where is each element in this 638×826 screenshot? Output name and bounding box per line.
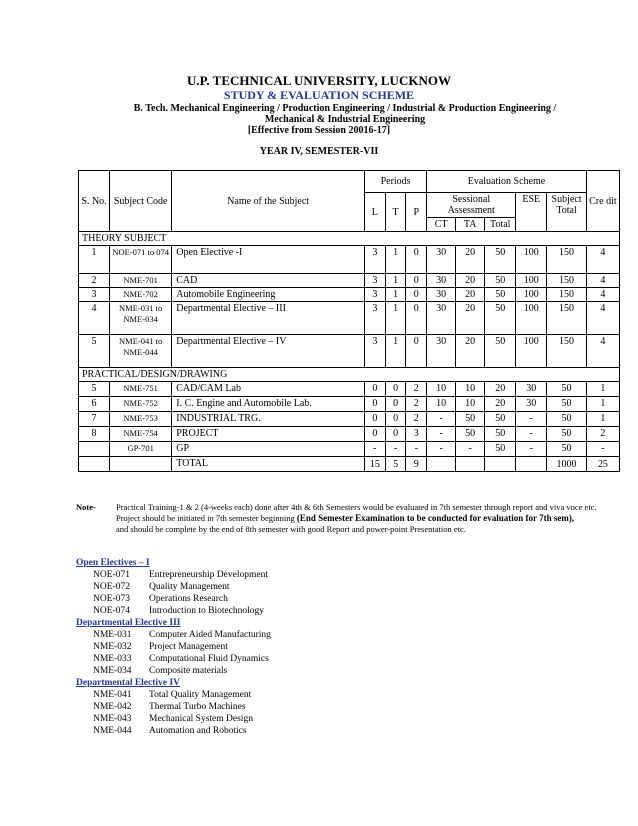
total-label-cell: TOTAL — [172, 457, 365, 472]
subject-total-cell: 150 — [547, 335, 586, 368]
elective-code: NME-044 — [93, 726, 132, 736]
ct-cell: 10 — [427, 397, 456, 412]
header-ese: ESE — [516, 193, 547, 232]
t-cell: 1 — [385, 335, 406, 368]
t-cell: 0 — [385, 382, 406, 397]
l-cell: 0 — [364, 412, 385, 427]
year-semester: YEAR IV, SEMESTER-VII — [259, 146, 379, 157]
empty-cell — [427, 457, 456, 472]
header-sno: S. No. — [79, 171, 110, 232]
list-item — [76, 593, 271, 605]
elective-code: NOE-071 — [93, 570, 130, 580]
sessional-total-cell: 50 — [485, 274, 516, 288]
credit-cell: 1 — [586, 397, 619, 412]
subject-total-cell: 150 — [547, 302, 586, 335]
code-cell: NOE-071 to 074 — [110, 246, 172, 274]
code-cell: NME-752 — [110, 397, 172, 412]
elective-name: Thermal Turbo Machines — [149, 702, 246, 712]
table-row — [79, 288, 620, 302]
elective-name: Total Quality Management — [149, 690, 252, 700]
total-row — [79, 457, 620, 472]
header-sessional: Sessional Assessment — [427, 193, 516, 218]
list-item — [76, 569, 271, 581]
ese-cell: - — [516, 442, 547, 457]
elective-group-title: Departmental Elective IV — [76, 678, 180, 688]
ct-cell: 30 — [427, 274, 456, 288]
table-row — [79, 397, 620, 412]
scheme-title: STUDY & EVALUATION SCHEME — [223, 88, 415, 102]
section-theory: THEORY SUBJECT — [79, 232, 620, 246]
p-cell: 0 — [406, 288, 427, 302]
subject-name-cell: GP — [172, 442, 365, 457]
ct-cell: 30 — [427, 302, 456, 335]
subject-total-cell: 50 — [547, 412, 586, 427]
list-item — [76, 581, 271, 593]
ct-cell: - — [427, 427, 456, 442]
t-cell: 1 — [385, 302, 406, 335]
ct-cell: 30 — [427, 335, 456, 368]
l-cell: 3 — [364, 246, 385, 274]
header-credit: Cre dit — [586, 171, 619, 232]
total-credit-cell: 25 — [586, 457, 619, 472]
p-cell: 3 — [406, 427, 427, 442]
subject-name-cell: Departmental Elective – III — [172, 302, 365, 335]
evaluation-table — [78, 170, 620, 472]
sessional-total-cell: 20 — [485, 382, 516, 397]
note-label: Note- — [76, 502, 96, 512]
table-row — [79, 412, 620, 427]
elective-lists — [76, 557, 271, 737]
subject-name-cell: CAD/CAM Lab — [172, 382, 365, 397]
t-cell: 0 — [385, 412, 406, 427]
l-cell: 0 — [364, 382, 385, 397]
elective-code: NME-042 — [93, 702, 132, 712]
ta-cell: 20 — [456, 302, 485, 335]
sno-cell: 5 — [79, 382, 110, 397]
list-item — [76, 701, 271, 713]
subject-name-cell: I. C. Engine and Automobile Lab. — [172, 397, 365, 412]
elective-name: Introduction to Biotechnology — [149, 606, 265, 616]
ese-cell: 30 — [516, 382, 547, 397]
ese-cell: 100 — [516, 302, 547, 335]
code-cell: NME-754 — [110, 427, 172, 442]
header-l: L — [364, 193, 385, 232]
credit-cell: 4 — [586, 288, 619, 302]
p-cell: - — [406, 442, 427, 457]
ct-cell: - — [427, 442, 456, 457]
ese-cell: 30 — [516, 397, 547, 412]
credit-cell: 1 — [586, 382, 619, 397]
credit-cell: 4 — [586, 302, 619, 335]
p-cell: 0 — [406, 302, 427, 335]
sessional-total-cell: 50 — [485, 288, 516, 302]
total-t-cell: 5 — [385, 457, 406, 472]
table-row — [79, 427, 620, 442]
sno-cell — [79, 442, 110, 457]
ta-cell: 10 — [456, 397, 485, 412]
empty-cell — [485, 457, 516, 472]
list-item — [76, 641, 271, 653]
code-cell: NME-753 — [110, 412, 172, 427]
ta-cell: 50 — [456, 427, 485, 442]
code-cell: NME-701 — [110, 274, 172, 288]
ta-cell: 50 — [456, 412, 485, 427]
empty-cell — [79, 457, 110, 472]
p-cell: 2 — [406, 382, 427, 397]
note-line-1: Practical Training-1 & 2 (4-weeks each) done after 4th & 6th Semesters would be evaluated in 7th semester through report and viva voce etc. — [116, 502, 597, 512]
empty-cell — [516, 457, 547, 472]
elective-group-title: Departmental Elective III — [76, 618, 181, 628]
ct-cell: 30 — [427, 288, 456, 302]
elective-code: NME-043 — [93, 714, 132, 724]
total-l-cell: 15 — [364, 457, 385, 472]
note-line-2-text: Project should be initiated in 7th semester beginning — [116, 513, 297, 523]
sessional-total-cell: 50 — [485, 302, 516, 335]
l-cell: 3 — [364, 274, 385, 288]
header-name: Name of the Subject — [172, 171, 365, 232]
ese-cell: - — [516, 412, 547, 427]
table-row — [79, 442, 620, 457]
list-item — [76, 629, 271, 641]
p-cell: 0 — [406, 246, 427, 274]
l-cell: - — [364, 442, 385, 457]
credit-cell: - — [586, 442, 619, 457]
elective-name: Composite materials — [149, 666, 228, 676]
header-code: Subject Code — [110, 171, 172, 232]
credit-cell: 4 — [586, 246, 619, 274]
elective-code: NOE-074 — [93, 606, 130, 616]
ct-cell: - — [427, 412, 456, 427]
elective-name: Entrepreneurship Development — [149, 570, 268, 580]
t-cell: 1 — [385, 274, 406, 288]
subject-total-cell: 50 — [547, 397, 586, 412]
ta-cell: 20 — [456, 288, 485, 302]
subject-name-cell: Departmental Elective – IV — [172, 335, 365, 368]
ese-cell: - — [516, 427, 547, 442]
effective-session: [Effective from Session 20016-17] — [247, 125, 391, 136]
subject-total-cell: 150 — [547, 288, 586, 302]
elective-code: NME-041 — [93, 690, 132, 700]
sessional-total-cell: 50 — [485, 442, 516, 457]
header-periods: Periods — [364, 171, 426, 193]
list-item — [76, 605, 271, 617]
list-item — [76, 713, 271, 725]
header-ta: TA — [456, 218, 485, 232]
subject-total-cell: 150 — [547, 274, 586, 288]
code-cell: NME-041 to NME-044 — [110, 335, 172, 368]
subject-total-cell: 150 — [547, 246, 586, 274]
list-item — [76, 653, 271, 665]
section-practical: PRACTICAL/DESIGN/DRAWING — [79, 368, 620, 382]
code-cell: GP-701 — [110, 442, 172, 457]
university-title: U.P. TECHNICAL UNIVERSITY, LUCKNOW — [187, 73, 451, 88]
sno-cell: 7 — [79, 412, 110, 427]
elective-name: Project Management — [149, 642, 228, 652]
credit-cell: 2 — [586, 427, 619, 442]
table-row — [79, 382, 620, 397]
table-row — [79, 274, 620, 288]
subject-name-cell: Automobile Engineering — [172, 288, 365, 302]
elective-code: NME-034 — [93, 666, 132, 676]
elective-name: Computer Aided Manufacturing — [149, 630, 271, 640]
ese-cell: 100 — [516, 274, 547, 288]
t-cell: - — [385, 442, 406, 457]
ta-cell: 20 — [456, 246, 485, 274]
ese-cell: 100 — [516, 288, 547, 302]
ta-cell: 20 — [456, 335, 485, 368]
l-cell: 3 — [364, 288, 385, 302]
p-cell: 0 — [406, 335, 427, 368]
sessional-total-cell: 50 — [485, 412, 516, 427]
elective-code: NME-031 — [93, 630, 132, 640]
subject-name-cell: Open Elective -I — [172, 246, 365, 274]
sessional-total-cell: 50 — [485, 246, 516, 274]
credit-cell: 4 — [586, 274, 619, 288]
empty-cell — [110, 457, 172, 472]
empty-cell — [456, 457, 485, 472]
ta-cell: 20 — [456, 274, 485, 288]
header-ct: CT — [427, 218, 456, 232]
table-row — [79, 335, 620, 368]
header-p: P — [406, 193, 427, 232]
credit-cell: 1 — [586, 412, 619, 427]
subject-total-cell: 50 — [547, 442, 586, 457]
p-cell: 2 — [406, 397, 427, 412]
l-cell: 0 — [364, 397, 385, 412]
t-cell: 1 — [385, 246, 406, 274]
note-line-3: and should be complete by the end of 8th semester with good Report and power-point Presentation etc. — [116, 524, 466, 534]
sno-cell: 5 — [79, 335, 110, 368]
code-cell: NME-031 to NME-034 — [110, 302, 172, 335]
note-line-2-bold: (End Semester Examination to be conducted for evaluation for 7th sem), — [296, 513, 575, 523]
sessional-total-cell: 20 — [485, 397, 516, 412]
list-item — [76, 665, 271, 677]
note-line-2 — [116, 513, 621, 524]
l-cell: 3 — [364, 335, 385, 368]
credit-cell: 4 — [586, 335, 619, 368]
subject-total-cell: 50 — [547, 382, 586, 397]
sno-cell: 1 — [79, 246, 110, 274]
elective-group-title: Open Electives – I — [76, 558, 150, 568]
subject-total-cell: 50 — [547, 427, 586, 442]
table-row — [79, 246, 620, 274]
elective-name: Operations Research — [149, 594, 228, 604]
subject-name-cell: PROJECT — [172, 427, 365, 442]
l-cell: 3 — [364, 302, 385, 335]
ct-cell: 10 — [427, 382, 456, 397]
elective-code: NOE-072 — [93, 582, 130, 592]
sessional-total-cell: 50 — [485, 427, 516, 442]
elective-name: Quality Management — [149, 582, 230, 592]
list-item — [76, 689, 271, 701]
header-total: Total — [485, 218, 516, 232]
elective-name: Mechanical System Design — [149, 714, 253, 724]
sno-cell: 2 — [79, 274, 110, 288]
header-subject-total: Subject Total — [547, 193, 586, 232]
sno-cell: 4 — [79, 302, 110, 335]
list-item — [76, 725, 271, 737]
elective-code: NME-033 — [93, 654, 132, 664]
elective-name: Computational Fluid Dynamics — [149, 654, 269, 664]
elective-code: NOE-073 — [93, 594, 130, 604]
ta-cell: 10 — [456, 382, 485, 397]
subject-name-cell: CAD — [172, 274, 365, 288]
ta-cell: - — [456, 442, 485, 457]
header-t: T — [385, 193, 406, 232]
code-cell: NME-751 — [110, 382, 172, 397]
p-cell: 0 — [406, 274, 427, 288]
total-subject-cell: 1000 — [547, 457, 586, 472]
total-p-cell: 9 — [406, 457, 427, 472]
programme-line: B. Tech. Mechanical Engineering / Production Engineering / Industrial & Production Engineering / Mechanical & Industrial Engineering — [133, 103, 557, 125]
t-cell: 0 — [385, 427, 406, 442]
ese-cell: 100 — [516, 246, 547, 274]
code-cell: NME-702 — [110, 288, 172, 302]
l-cell: 0 — [364, 427, 385, 442]
elective-code: NME-032 — [93, 642, 132, 652]
subject-name-cell: INDUSTRIAL TRG. — [172, 412, 365, 427]
t-cell: 0 — [385, 397, 406, 412]
table-row — [79, 302, 620, 335]
t-cell: 1 — [385, 288, 406, 302]
ese-cell: 100 — [516, 335, 547, 368]
sno-cell: 8 — [79, 427, 110, 442]
ct-cell: 30 — [427, 246, 456, 274]
elective-name: Automation and Robotics — [149, 726, 247, 736]
header-eval: Evaluation Scheme — [427, 171, 587, 193]
note-block — [76, 502, 621, 535]
sessional-total-cell: 50 — [485, 335, 516, 368]
p-cell: 2 — [406, 412, 427, 427]
sno-cell: 6 — [79, 397, 110, 412]
sno-cell: 3 — [79, 288, 110, 302]
